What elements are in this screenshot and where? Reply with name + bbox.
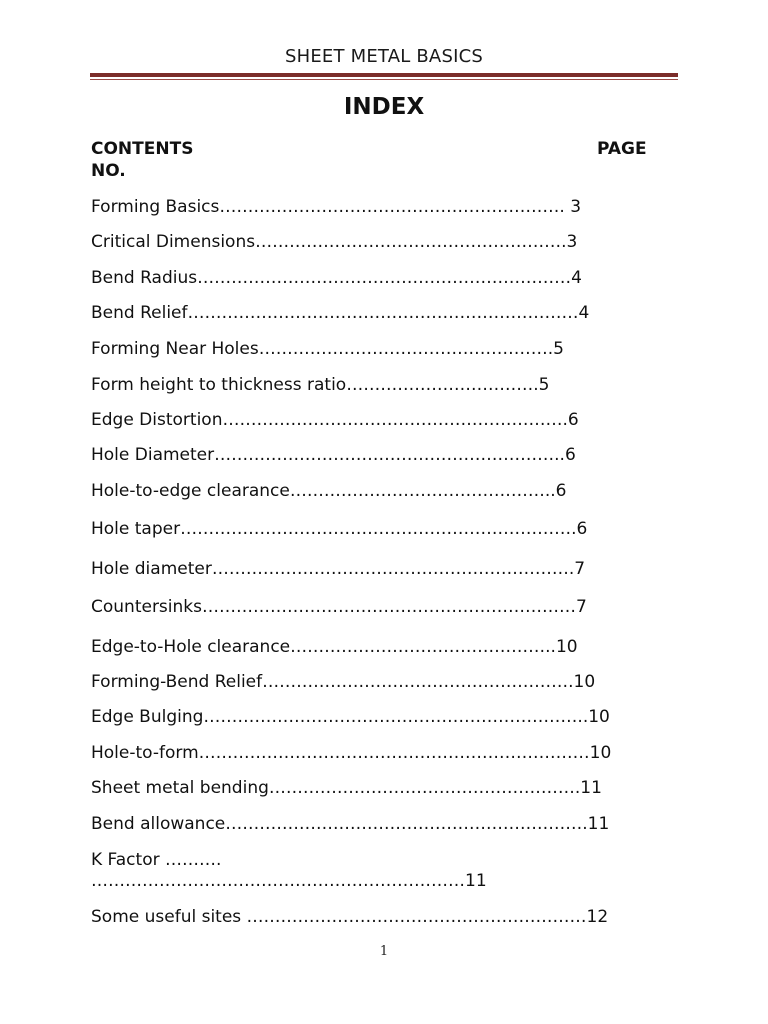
- toc-entry-critical-dimensions: Critical Dimensions……………………………………………….3: [91, 232, 578, 252]
- toc-entry-countersinks: Countersinks…………………………………………………………7: [91, 597, 587, 617]
- page-no-heading: NO.: [91, 161, 126, 181]
- toc-entry-bend-allowance: Bend allowance……………………………………………………….11: [91, 814, 610, 834]
- contents-column-heading: CONTENTS: [91, 139, 194, 159]
- toc-entry-edge-bulging: Edge Bulging…………………………………………………………..10: [91, 707, 610, 727]
- page-title: INDEX: [343, 94, 425, 120]
- header-rule: [90, 73, 678, 77]
- toc-entry-k-factor-continuation: …………………………………………………………11: [91, 871, 487, 891]
- toc-entry-k-factor: K Factor ……….: [91, 850, 222, 870]
- toc-entry-bend-radius: Bend Radius…………………………………………………………4: [91, 268, 582, 288]
- toc-entry-hole-to-edge-clearance: Hole-to-edge clearance………………………………………..6: [91, 481, 567, 501]
- toc-entry-bend-relief: Bend Relief……………………………………………………………4: [91, 303, 590, 323]
- toc-entry-useful-sites: Some useful sites ……………………………………………………12: [91, 907, 609, 927]
- header-rule-thin: [90, 79, 678, 80]
- toc-entry-edge-distortion: Edge Distortion…………………………………………………….6: [91, 410, 579, 430]
- toc-entry-form-height-ratio: Form height to thickness ratio…………………………….5: [91, 375, 550, 395]
- running-header: SHEET METAL BASICS: [285, 46, 483, 67]
- toc-entry-forming-basics: Forming Basics……………………………………………………. 3: [91, 197, 582, 217]
- toc-entry-sheet-metal-bending: Sheet metal bending……………………………………………….11: [91, 778, 602, 798]
- toc-entry-edge-to-hole-clearance: Edge-to-Hole clearance………………………………………..10: [91, 637, 578, 657]
- toc-entry-hole-diameter: Hole Diameter……………………………………………………..6: [91, 445, 576, 465]
- page-column-heading: PAGE: [597, 139, 647, 159]
- toc-entry-hole-taper: Hole taper…………………………………………………………….6: [91, 519, 588, 539]
- toc-entry-hole-diameter-2: Hole diameter……………………………………………………….7: [91, 559, 586, 579]
- toc-entry-hole-to-form: Hole-to-form……………………………………………………………10: [91, 743, 612, 763]
- page-number: 1: [379, 944, 389, 959]
- toc-entry-forming-near-holes: Forming Near Holes…………………………………………….5: [91, 339, 564, 359]
- toc-entry-forming-bend-relief: Forming-Bend Relief……………………………………………….10: [91, 672, 596, 692]
